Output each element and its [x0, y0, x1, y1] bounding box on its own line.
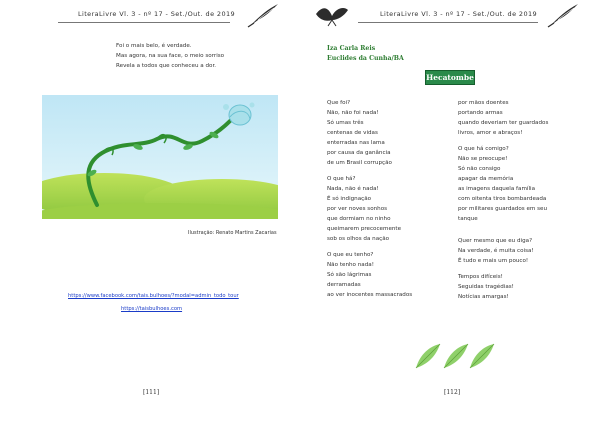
verse-line: apagar da memória: [458, 176, 514, 182]
verse-line: O que eu tenho?: [327, 252, 374, 258]
poem-column-2: [458, 98, 548, 302]
poem-title: Hecatombe: [425, 70, 475, 85]
verse-line: ao ver inocentes massacrados: [327, 292, 413, 298]
page-header: LiteraLivre Vl. 3 - nº 17 - Set./Out. de 2019: [78, 10, 236, 18]
verse-line: sob os olhos da nação: [327, 236, 390, 242]
verse-line: de um Brasil corrupção: [327, 160, 392, 166]
verse-line: as imagens daquela família: [458, 186, 535, 192]
header-rule: [58, 22, 230, 23]
verse-line: por mãos doentes: [458, 100, 509, 106]
verse-line: tanque: [458, 216, 478, 222]
verse-line: enterradas nas lama: [327, 140, 385, 146]
verse-line: Só são lágrimas: [327, 272, 372, 278]
dove-icon: [314, 4, 350, 28]
verse-line: Seguidas tragédias!: [458, 284, 514, 290]
verse-line: É só indignação: [327, 196, 372, 202]
poem-column-1: [327, 98, 412, 300]
website-link[interactable]: https://taisbulhoes.com: [121, 306, 183, 312]
verse-line: Que foi?: [327, 100, 351, 106]
verse-line: Notícias amargas!: [458, 294, 509, 300]
verse-line: Quer mesmo que eu diga?: [458, 238, 533, 244]
author-city: Euclides da Cunha/BA: [327, 55, 404, 62]
facebook-link[interactable]: https://www.facebook.com/tais.bulhoes/?modal=admin_todo_tour: [68, 293, 239, 299]
verse-line: Só umas três: [327, 120, 364, 126]
verse-line: Não, não foi nada!: [327, 110, 379, 116]
author-name: Iza Carla Reis: [327, 45, 376, 52]
leaf-icon: [412, 342, 498, 372]
verse-line: com oitenta tiros bombardeada: [458, 196, 547, 202]
page-number: [112]: [444, 389, 461, 396]
verse-line: derramadas: [327, 282, 361, 288]
author-info: [327, 44, 404, 64]
verse-line: livros, amor e abraços!: [458, 130, 523, 136]
verse-line: por militares guardados em seu: [458, 206, 548, 212]
verse-line: portando armas: [458, 110, 503, 116]
verse-line: É tudo e mais um pouco!: [458, 258, 529, 264]
quill-icon: [246, 2, 280, 28]
verse-line: Não se preocupe!: [458, 156, 508, 162]
verse-line: Tempos difíceis!: [458, 274, 503, 280]
illustration-credit: Ilustração: Renato Martins Zacarias: [188, 230, 277, 236]
verse-line: centenas de vidas: [327, 130, 378, 136]
verse-line: Não tenho nada!: [327, 262, 374, 268]
page-header: LiteraLivre Vl. 3 - nº 17 - Set./Out. de 2019: [380, 10, 538, 18]
verse-line: por ver noves sonhos: [327, 206, 388, 212]
intro-verses: [116, 41, 224, 71]
verse-line: queimarem precocemente: [327, 226, 402, 232]
quill-icon: [546, 2, 580, 28]
verse-line: Revela a todos que conheceu a dor.: [116, 63, 217, 69]
verse-line: O que há?: [327, 176, 356, 182]
verse-line: Foi o mais belo, é verdade.: [116, 43, 192, 49]
verse-line: quando deveriam ter guardados: [458, 120, 549, 126]
verse-line: Mas agora, na sua face, o meio sorriso: [116, 53, 225, 59]
verse-line: Nada, não é nada!: [327, 186, 379, 192]
header-rule: [358, 22, 538, 23]
verse-line: que dormiam no ninho: [327, 216, 391, 222]
page-number: [111]: [143, 389, 160, 396]
verse-line: O que há comigo?: [458, 146, 509, 152]
verse-line: Só não consigo: [458, 166, 501, 172]
vine-illustration: [42, 95, 278, 219]
verse-line: por causa da ganância: [327, 150, 391, 156]
verse-line: Na verdade, é muita coisa!: [458, 248, 534, 254]
